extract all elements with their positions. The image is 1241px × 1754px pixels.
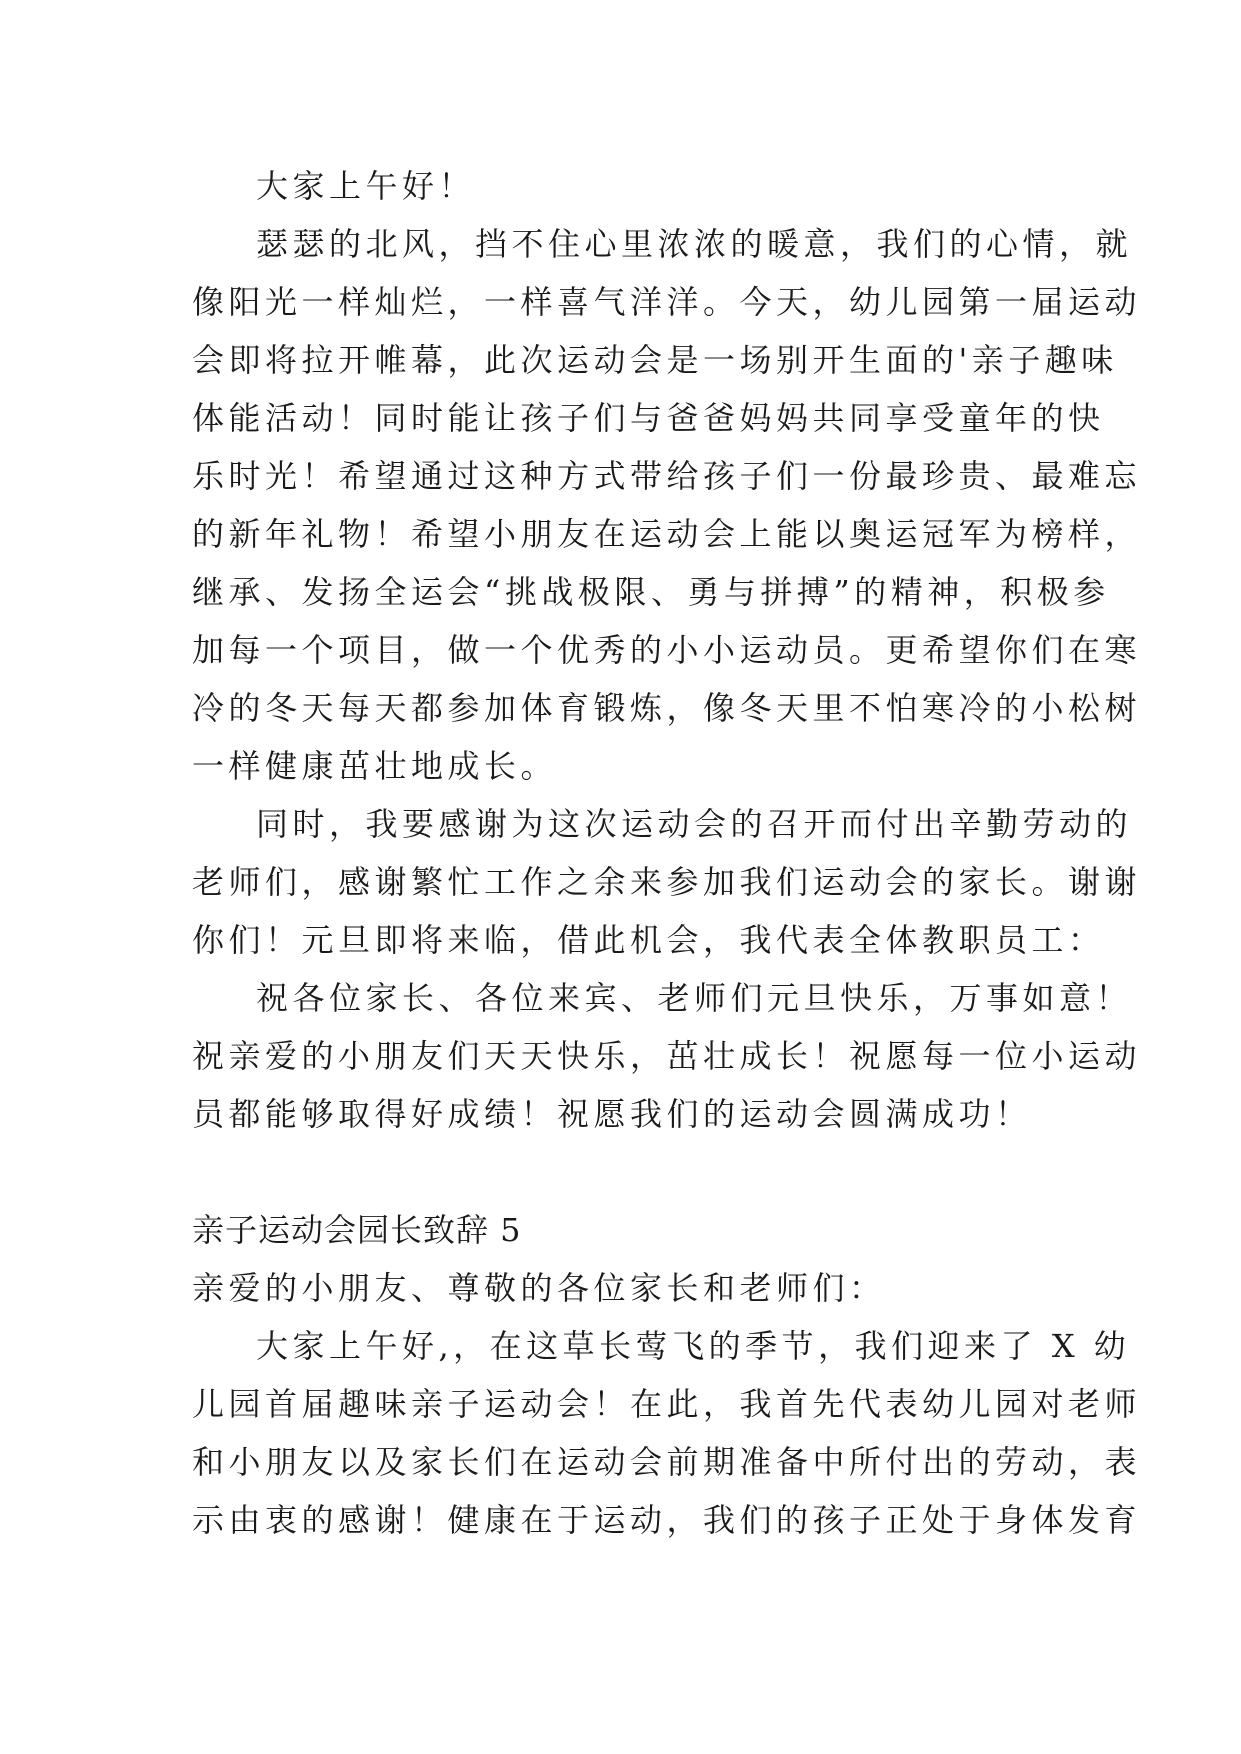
paragraph-1-line-10: 一样健康茁壮地成长。	[192, 747, 558, 785]
paragraph-1-line-2: 像阳光一样灿烂，一样喜气洋洋。今天，幼儿园第一届运动	[192, 283, 1142, 321]
paragraph-1-line-8: 加每一个项目，做一个优秀的小小运动员。更希望你们在寒	[192, 631, 1142, 669]
paragraph-2-line-2: 老师们，感谢繁忙工作之余来参加我们运动会的家长。谢谢	[192, 863, 1142, 901]
paragraph-1-line-7: 继承、发扬全运会“挑战极限、勇与拼搏”的精神，积极参	[192, 573, 1110, 611]
paragraph-3-line-3: 员都能够取得好成绩！祝愿我们的运动会圆满成功！	[192, 1095, 1032, 1133]
paragraph-4-line-1: 大家上午好,，在这草长莺飞的季节，我们迎来了 X 幼	[256, 1327, 1131, 1365]
section-heading: 亲子运动会园长致辞 5	[192, 1211, 522, 1249]
paragraph-1-line-4: 体能活动！同时能让孩子们与爸爸妈妈共同享受童年的快	[192, 399, 1105, 437]
paragraph-1-line-5: 乐时光！希望通过这种方式带给孩子们一份最珍贵、最难忘	[192, 457, 1142, 495]
greeting-line: 大家上午好！	[256, 167, 476, 205]
paragraph-1-line-1: 瑟瑟的北风，挡不住心里浓浓的暖意，我们的心情，就	[256, 225, 1133, 263]
paragraph-3-line-1: 祝各位家长、各位来宾、老师们元旦快乐，万事如意！	[256, 979, 1133, 1017]
paragraph-2-line-3: 你们！元旦即将来临，借此机会，我代表全体教职员工：	[192, 921, 1105, 959]
paragraph-1-line-9: 冷的冬天每天都参加体育锻炼，像冬天里不怕寒冷的小松树	[192, 689, 1142, 727]
paragraph-4-line-2: 儿园首届趣味亲子运动会！在此，我首先代表幼儿园对老师	[192, 1385, 1142, 1423]
paragraph-4-line-4: 示由衷的感谢！健康在于运动，我们的孩子正处于身体发育	[192, 1501, 1142, 1539]
paragraph-1-line-6: 的新年礼物！希望小朋友在运动会上能以奥运冠军为榜样，	[192, 515, 1142, 553]
paragraph-3-line-2: 祝亲爱的小朋友们天天快乐，茁壮成长！祝愿每一位小运动	[192, 1037, 1142, 1075]
paragraph-1-line-3: 会即将拉开帷幕，此次运动会是一场别开生面的'亲子趣味	[192, 341, 1118, 379]
salutation-line: 亲爱的小朋友、尊敬的各位家长和老师们：	[192, 1269, 886, 1307]
paragraph-4-line-3: 和小朋友以及家长们在运动会前期准备中所付出的劳动，表	[192, 1443, 1142, 1481]
paragraph-2-line-1: 同时，我要感谢为这次运动会的召开而付出辛勤劳动的	[256, 805, 1133, 843]
